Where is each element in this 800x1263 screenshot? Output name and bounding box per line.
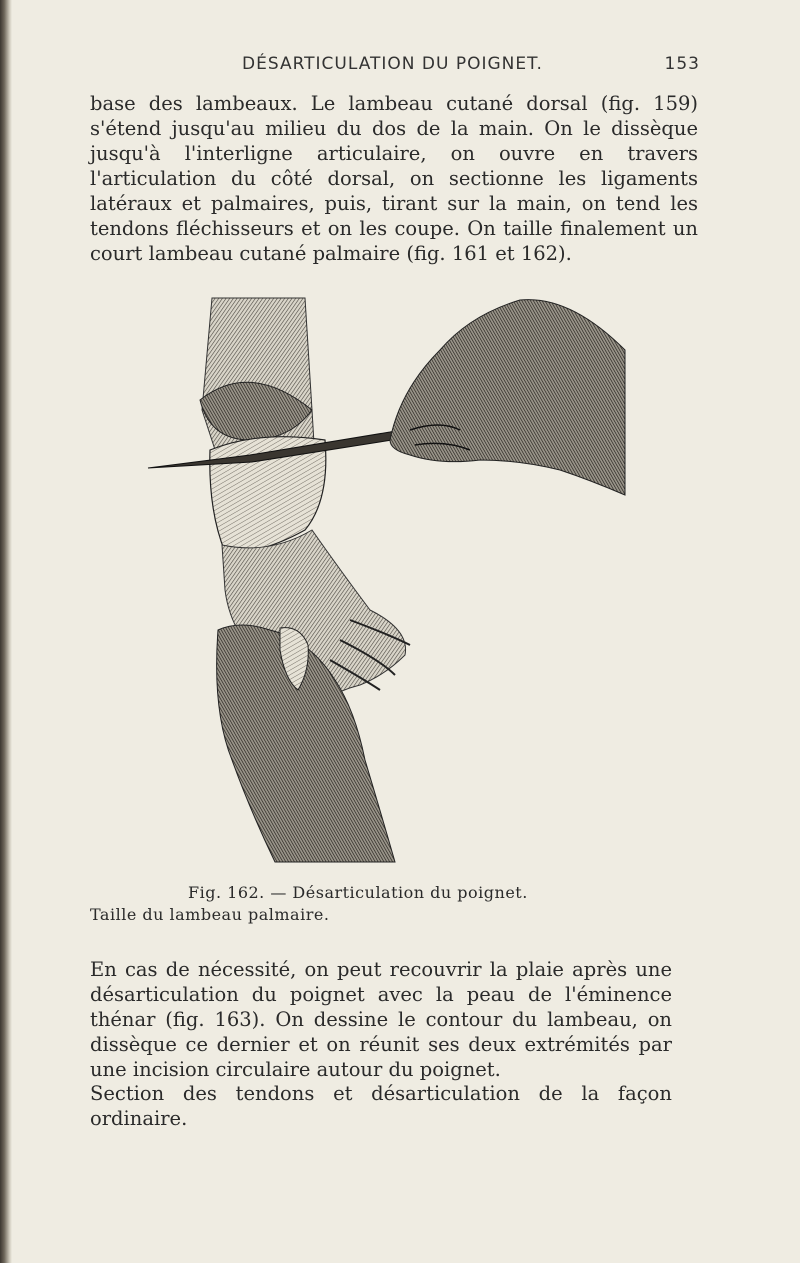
paragraph-1: base des lambeaux. Le lambeau cutané dorsal (fig. 159) s'étend jusqu'au milieu du dos de la main. On le dissèque jusqu'à l'interligne articulaire, on ouvre en travers l'articulation du côté dorsal, on sectionne les ligaments latéraux et palmaires, puis, tirant sur la main, on tend les tendons fléchisseurs et on les coupe. On taille finalement un court lambeau cutané palmaire (fig. 161 et 162).: [90, 92, 698, 265]
page-number: 153: [664, 54, 700, 74]
running-title: DÉSARTICULATION DU POIGNET.: [242, 54, 543, 74]
figure-caption-subtitle: Taille du lambeau palmaire.: [90, 905, 330, 924]
wrist-disarticulation-illustration: [140, 290, 640, 870]
running-head: [90, 54, 700, 78]
paragraph-3: Section des tendons et désarticulation de la façon ordinaire.: [90, 1082, 672, 1130]
surgeon-hand: [390, 300, 625, 495]
paragraph-2: En cas de nécessité, on peut recouvrir la plaie après une désarticulation du poignet avec la peau de l'éminence thénar (fig. 163). On dessine le contour du lambeau, on dissèque ce dernier et on réunit ses deux extrémités par une incision circulaire autour du poignet.: [90, 958, 672, 1081]
figure-engraving: [140, 290, 640, 870]
figure-caption-title: Fig. 162. — Désarticulation du poignet.: [188, 883, 528, 902]
